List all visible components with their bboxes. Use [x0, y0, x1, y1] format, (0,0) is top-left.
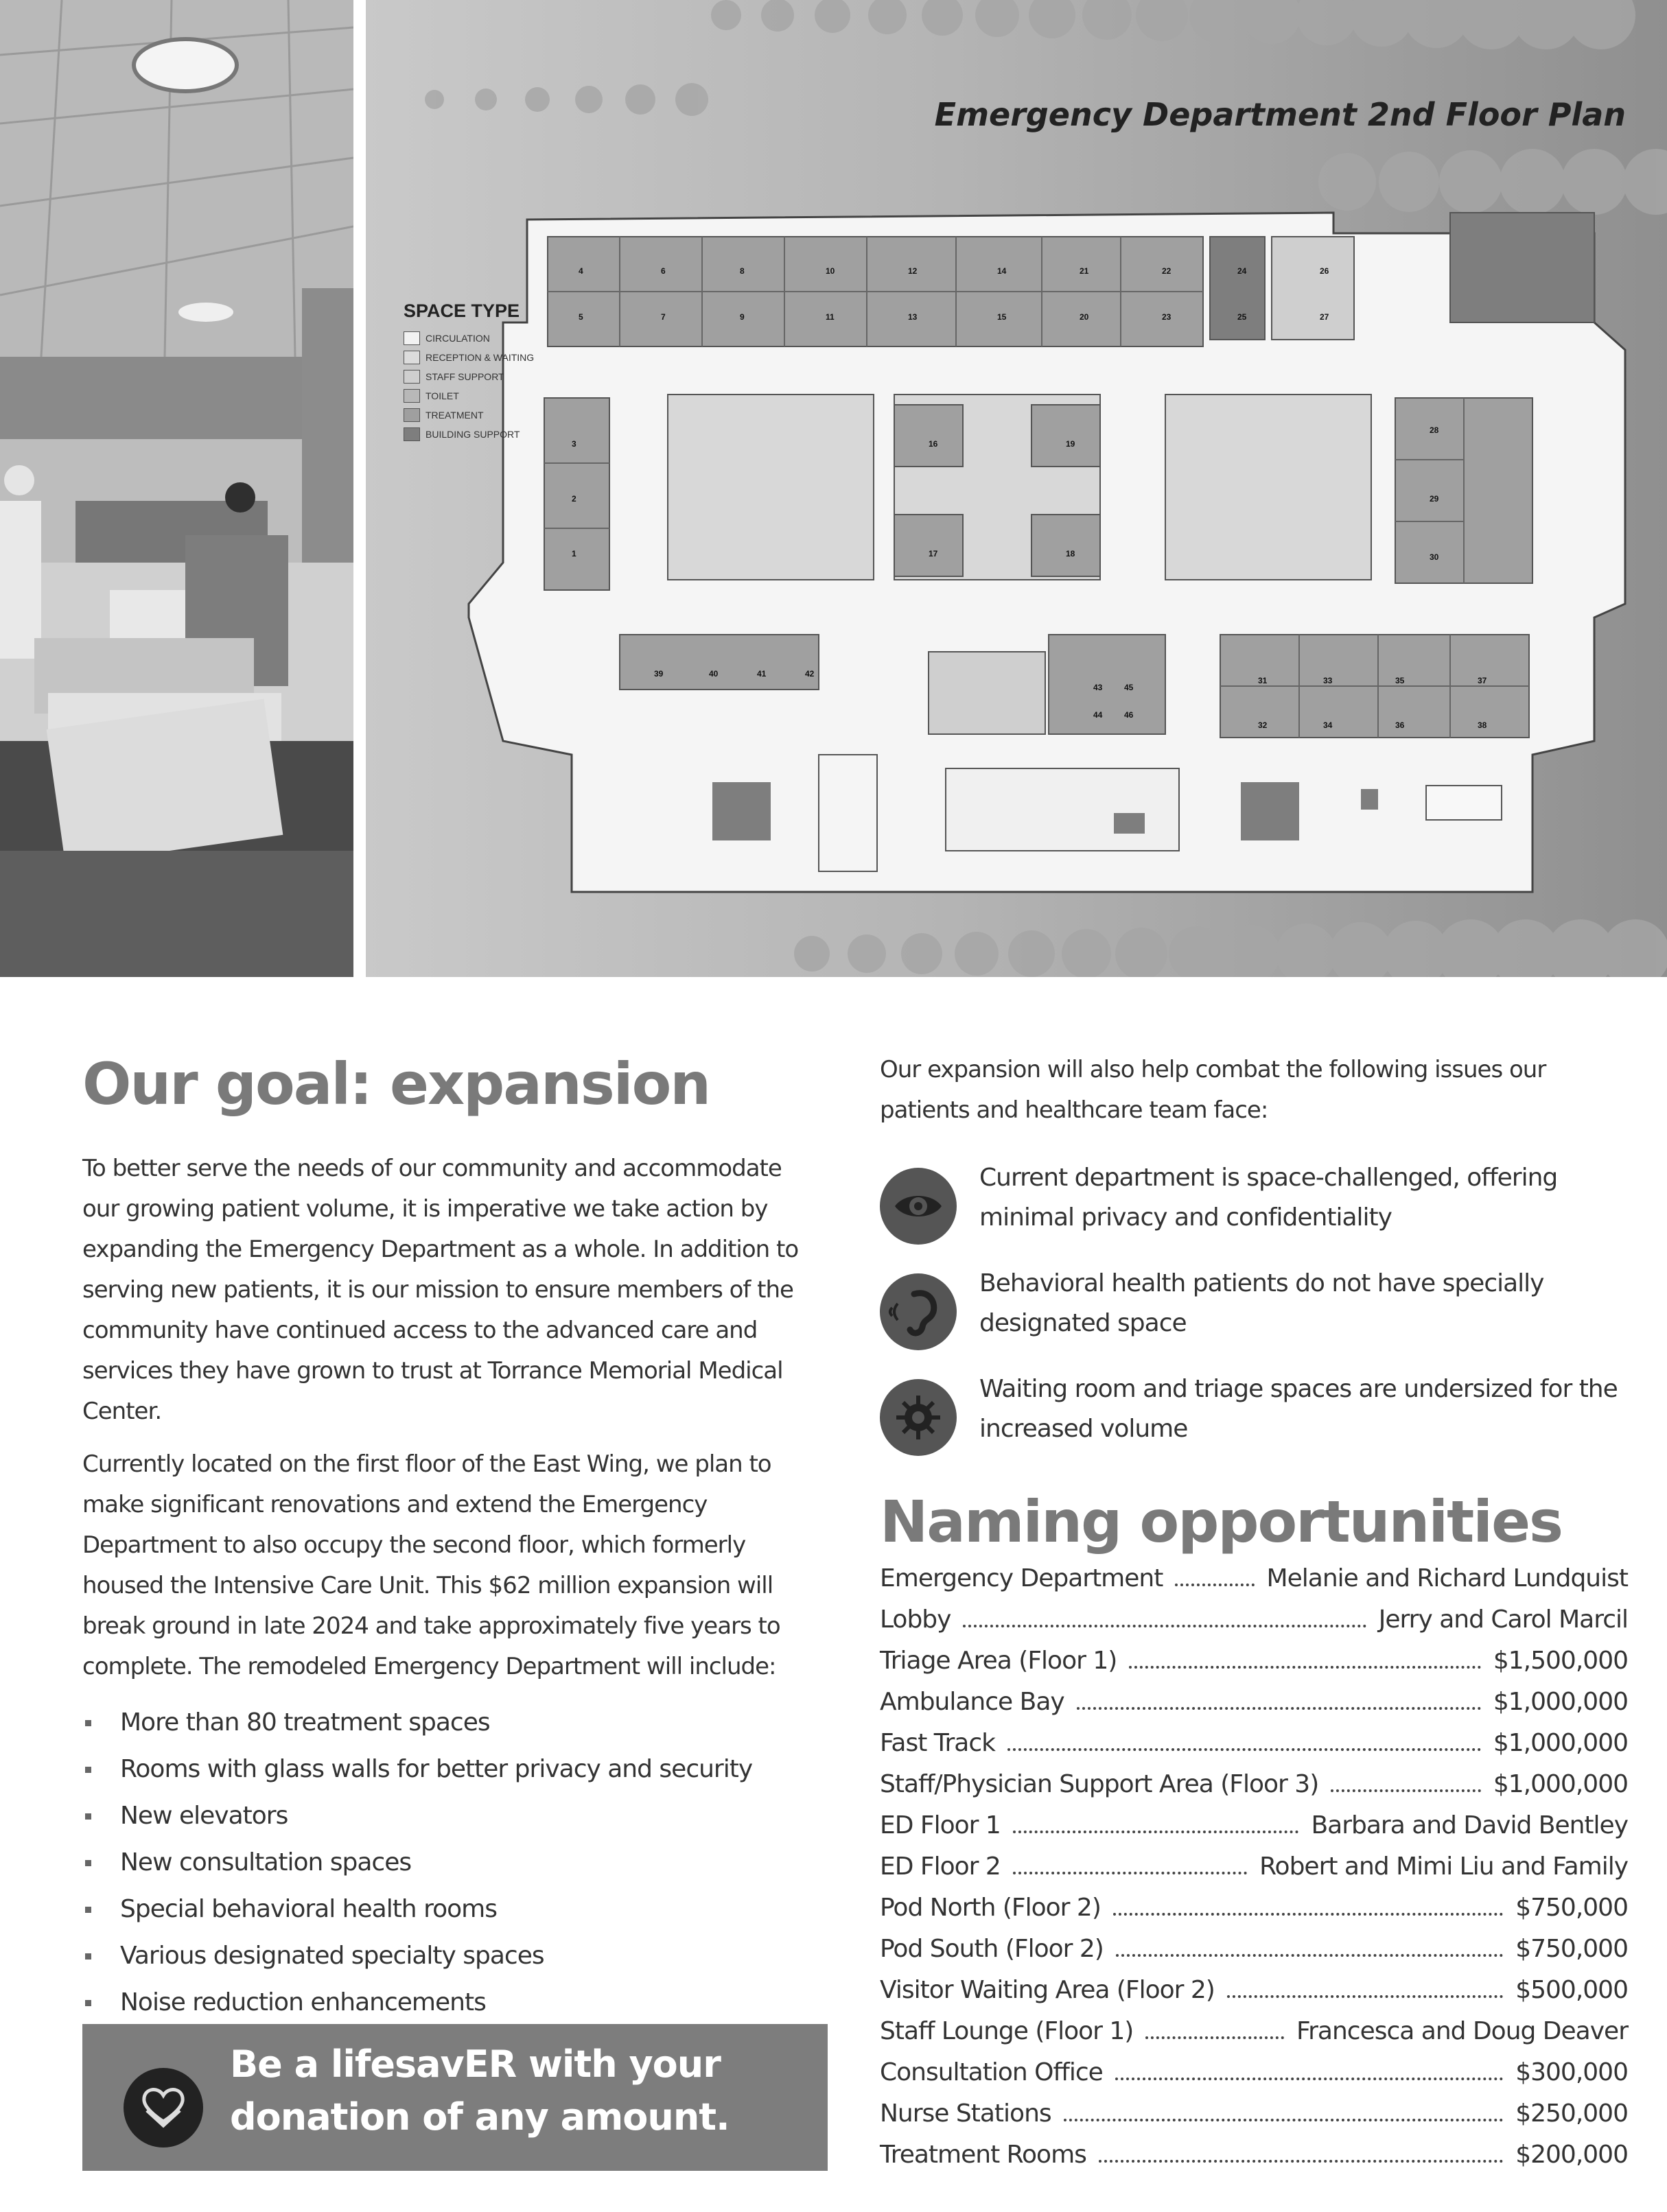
dot-leader — [1113, 1912, 1503, 1916]
room-number: 21 — [1080, 266, 1089, 276]
space-type-legend — [404, 301, 534, 444]
room-number: 6 — [661, 266, 666, 276]
room-number: 20 — [1080, 312, 1089, 322]
dot-leader — [1077, 1706, 1481, 1710]
issues-and-naming-section — [880, 1050, 1628, 2182]
legend-label: STAFF SUPPORT — [426, 371, 504, 382]
room-number: 24 — [1237, 266, 1247, 276]
dot-leader — [1099, 2159, 1503, 2163]
legend-item-building-support — [404, 425, 534, 444]
naming-item: ED Floor 2 — [880, 1852, 1001, 1881]
virus-icon — [880, 1379, 957, 1456]
features-list — [82, 1699, 824, 2026]
legend-item-circulation — [404, 329, 534, 348]
room-number: 12 — [908, 266, 918, 276]
naming-value: Jerry and Carol Marcil — [1378, 1605, 1628, 1634]
room-number: 45 — [1124, 683, 1134, 692]
naming-value: $1,500,000 — [1493, 1647, 1628, 1675]
ear-icon — [880, 1273, 957, 1350]
naming-value: $500,000 — [1515, 1976, 1628, 2004]
list-item: New consultation spaces — [82, 1839, 824, 1886]
list-item — [880, 1647, 1628, 1688]
legend-label: BUILDING SUPPORT — [426, 429, 520, 440]
naming-item: Fast Track — [880, 1729, 995, 1757]
list-item — [880, 1688, 1628, 1729]
room-number: 34 — [1323, 720, 1333, 730]
donate-banner[interactable] — [82, 2024, 828, 2171]
room-number: 27 — [1320, 312, 1329, 322]
room-number: 16 — [929, 439, 938, 449]
naming-value: Robert and Mimi Liu and Family — [1259, 1852, 1628, 1881]
goal-paragraph-2: Currently located on the first floor of the East Wing, we plan to make significant renovations and extend the Emergency Department to also occupy the second floor, which formerly housed the Intensive Care Unit. This $62 million expansion will break ground in late 2024 and take approximately five years to complete. The remodeled Emergency Department will include: — [82, 1450, 780, 1680]
naming-item: Ambulance Bay — [880, 1688, 1064, 1716]
legend-swatch — [404, 427, 420, 441]
floor-plan-drawing — [366, 0, 1667, 977]
legend-title: SPACE TYPE — [404, 301, 520, 321]
naming-heading: Naming opportunities — [880, 1488, 1563, 1555]
dot-leader — [1331, 1789, 1481, 1792]
donate-line-2: donation of any amount. — [230, 2095, 730, 2139]
legend-item-staff-support — [404, 367, 534, 386]
naming-list — [880, 1564, 1628, 2182]
eye-icon — [880, 1168, 957, 1245]
list-item: Rooms with glass walls for better privacy and security — [82, 1746, 824, 1793]
goal-paragraph-1: To better serve the needs of our community and accommodate our growing patient volume, it is imperative we take action by expanding the Emergency Department as a whole. In addition to serving new patients, it is our mission to ensure members of the community have continued access to the advanced care and services they have grown to trust at Torrance Memorial Medical Center. — [82, 1155, 799, 1425]
legend-swatch — [404, 331, 420, 345]
naming-item: ED Floor 1 — [880, 1811, 1001, 1839]
room-number: 28 — [1430, 425, 1439, 435]
room-number: 1 — [572, 549, 576, 558]
hospital-photo — [0, 0, 353, 977]
list-item — [880, 1976, 1628, 2017]
legend-label: TOILET — [426, 390, 459, 401]
goal-heading: Our goal: expansion — [82, 1050, 710, 1118]
list-item — [880, 1935, 1628, 1976]
naming-item: Triage Area (Floor 1) — [880, 1647, 1117, 1675]
dot-leader — [1227, 1995, 1503, 1998]
naming-item: Lobby — [880, 1605, 951, 1634]
naming-value: $1,000,000 — [1493, 1688, 1628, 1716]
dot-leader — [1013, 1871, 1247, 1874]
naming-item: Treatment Rooms — [880, 2141, 1086, 2169]
legend-label: RECEPTION & WAITING — [426, 352, 535, 363]
naming-value: $300,000 — [1515, 2058, 1628, 2086]
room-number: 4 — [579, 266, 583, 276]
room-number: 7 — [661, 312, 666, 322]
room-number: 15 — [997, 312, 1007, 322]
list-item — [880, 2099, 1628, 2141]
legend-label: TREATMENT — [426, 410, 484, 421]
legend-swatch — [404, 351, 420, 364]
room-number: 18 — [1066, 549, 1075, 558]
naming-value: Barbara and David Bentley — [1311, 1811, 1628, 1839]
dot-leader — [1013, 1830, 1299, 1833]
room-number: 37 — [1478, 676, 1487, 685]
room-number: 25 — [1237, 312, 1247, 322]
dot-leader — [1064, 2118, 1504, 2121]
naming-item: Emergency Department — [880, 1564, 1163, 1592]
legend-item-toilet — [404, 386, 534, 405]
legend-swatch — [404, 408, 420, 422]
dot-leader — [1145, 2036, 1284, 2039]
dot-leader — [1116, 1953, 1503, 1957]
legend-swatch — [404, 370, 420, 384]
legend-label: CIRCULATION — [426, 333, 490, 344]
floor-plan-title: Emergency Department 2nd Floor Plan — [934, 96, 1626, 133]
room-number: 26 — [1320, 266, 1329, 276]
donate-line-1: Be a lifesavER with your — [230, 2043, 721, 2086]
floor-plan-panel — [366, 0, 1667, 977]
room-number: 44 — [1093, 710, 1103, 720]
room-number: 38 — [1478, 720, 1487, 730]
naming-value: Francesca and Doug Deaver — [1296, 2017, 1628, 2045]
dot-leader — [1129, 1665, 1481, 1669]
room-number: 10 — [826, 266, 835, 276]
room-number: 43 — [1093, 683, 1103, 692]
room-number: 30 — [1430, 552, 1439, 562]
naming-item: Staff Lounge (Floor 1) — [880, 2017, 1134, 2045]
issues-intro: Our expansion will also help combat the following issues our patients and healthcare team face: — [880, 1056, 1546, 1124]
room-number: 14 — [997, 266, 1007, 276]
room-number: 32 — [1258, 720, 1268, 730]
list-item — [880, 1811, 1628, 1852]
room-number: 2 — [572, 494, 576, 504]
naming-value: $250,000 — [1515, 2099, 1628, 2128]
list-item — [880, 1605, 1628, 1647]
room-number: 41 — [757, 669, 767, 679]
room-number: 29 — [1430, 494, 1439, 504]
issue-text: Current department is space-challenged, offering minimal privacy and confidentiality — [979, 1164, 1558, 1232]
dot-leader — [1115, 2077, 1503, 2080]
room-number: 36 — [1395, 720, 1405, 730]
dot-leader — [963, 1624, 1366, 1627]
naming-item: Nurse Stations — [880, 2099, 1051, 2128]
list-item — [880, 1564, 1628, 1605]
room-number: 5 — [579, 312, 583, 322]
room-number: 35 — [1395, 676, 1405, 685]
list-item: More than 80 treatment spaces — [82, 1699, 824, 1746]
issue-text: Waiting room and triage spaces are undersized for the increased volume — [979, 1375, 1618, 1443]
naming-value: $750,000 — [1515, 1935, 1628, 1963]
list-item — [880, 2058, 1628, 2099]
list-item — [880, 2017, 1628, 2058]
legend-swatch — [404, 389, 420, 403]
goal-section — [82, 1050, 824, 2026]
list-item: Special behavioral health rooms — [82, 1886, 824, 1933]
room-number: 40 — [709, 669, 719, 679]
room-number: 39 — [654, 669, 664, 679]
issue-item — [880, 1264, 1628, 1369]
room-number: 33 — [1323, 676, 1333, 685]
naming-value: $200,000 — [1515, 2141, 1628, 2169]
list-item — [880, 1894, 1628, 1935]
naming-item: Consultation Office — [880, 2058, 1103, 2086]
naming-value: Melanie and Richard Lundquist — [1266, 1564, 1628, 1592]
list-item — [880, 1729, 1628, 1770]
issue-item — [880, 1369, 1628, 1475]
list-item: New elevators — [82, 1793, 824, 1839]
room-number: 3 — [572, 439, 576, 449]
naming-item: Pod North (Floor 2) — [880, 1894, 1101, 1922]
room-number: 42 — [805, 669, 815, 679]
room-number: 23 — [1162, 312, 1171, 322]
issue-item — [880, 1158, 1628, 1264]
donate-text — [230, 2038, 730, 2143]
naming-value: $750,000 — [1515, 1894, 1628, 1922]
naming-item: Visitor Waiting Area (Floor 2) — [880, 1976, 1215, 2004]
naming-item: Pod South (Floor 2) — [880, 1935, 1104, 1963]
list-item — [880, 1770, 1628, 1811]
room-number: 19 — [1066, 439, 1075, 449]
heart-hands-icon — [124, 2068, 203, 2148]
dot-leader — [1175, 1583, 1254, 1586]
room-number: 9 — [740, 312, 745, 322]
legend-item-treatment — [404, 405, 534, 425]
room-number: 8 — [740, 266, 745, 276]
room-number: 46 — [1124, 710, 1134, 720]
room-number: 13 — [908, 312, 918, 322]
naming-item: Staff/Physician Support Area (Floor 3) — [880, 1770, 1319, 1798]
room-number: 31 — [1258, 676, 1268, 685]
issue-text: Behavioral health patients do not have specially designated space — [979, 1269, 1544, 1337]
legend-item-reception — [404, 348, 534, 367]
naming-value: $1,000,000 — [1493, 1770, 1628, 1798]
room-number: 11 — [826, 312, 835, 322]
room-number: 17 — [929, 549, 938, 558]
hospital-room-illustration — [0, 0, 353, 977]
list-item — [880, 2141, 1628, 2182]
naming-value: $1,000,000 — [1493, 1729, 1628, 1757]
list-item: Various designated specialty spaces — [82, 1933, 824, 1979]
room-number: 22 — [1162, 266, 1171, 276]
dot-leader — [1007, 1748, 1481, 1751]
list-item — [880, 1852, 1628, 1894]
list-item: Noise reduction enhancements — [82, 1979, 824, 2026]
